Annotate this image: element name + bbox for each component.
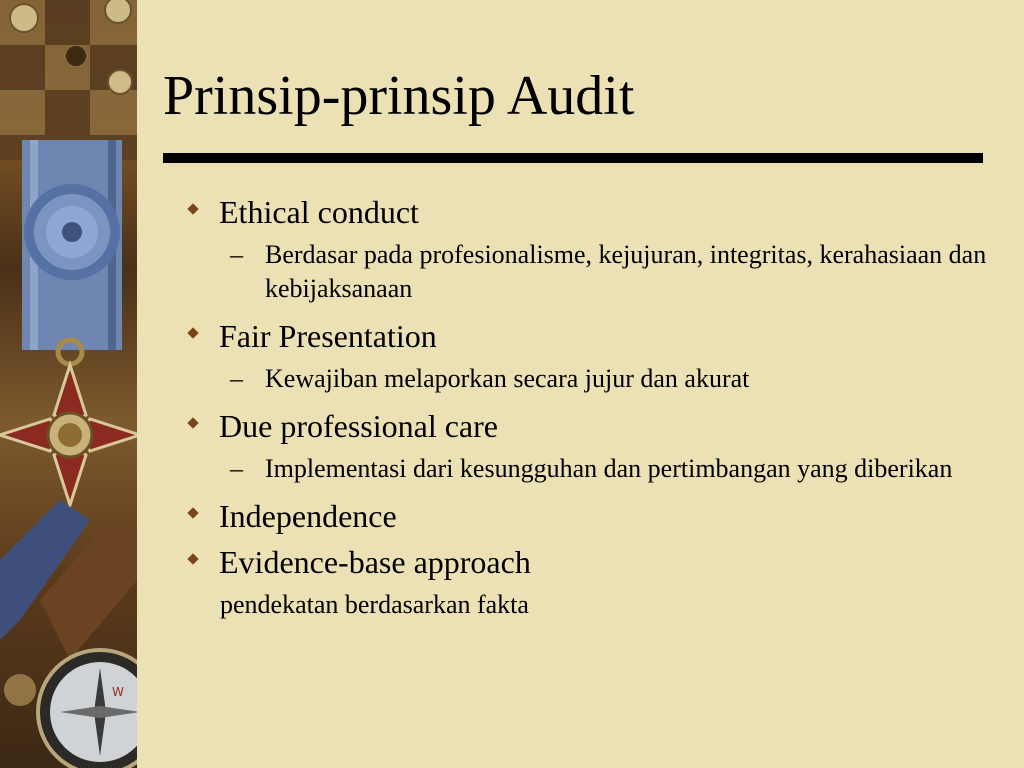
svg-text:W: W	[112, 685, 124, 699]
dash-bullet-icon: –	[230, 240, 243, 269]
bullet-item	[185, 542, 1005, 582]
diamond-bullet-icon	[187, 327, 198, 338]
dash-bullet-icon: –	[230, 454, 243, 483]
sub-bullet-item	[230, 238, 1005, 306]
bullet-label: Due professional care	[219, 408, 498, 444]
bullet-label: Independence	[219, 498, 397, 534]
sub-bullet-text: Berdasar pada profesionalisme, kejujuran, integritas, kerahasiaan dan kebijaksanaan	[265, 240, 987, 303]
decorative-medal-collage-image	[0, 0, 137, 768]
sub-bullet-item	[230, 452, 1005, 486]
bullet-item	[185, 406, 1005, 446]
bullet-label: Fair Presentation	[219, 318, 437, 354]
bullet-list	[185, 192, 1005, 622]
bullet-label: Evidence-base approach	[219, 544, 531, 580]
sub-bullet-item	[230, 362, 1005, 396]
slide-title: Prinsip-prinsip Audit	[163, 65, 635, 127]
bullet-note-text: pendekatan berdasarkan fakta	[220, 590, 529, 619]
diamond-bullet-icon	[187, 507, 198, 518]
bullet-item	[185, 192, 1005, 232]
diamond-bullet-icon	[187, 417, 198, 428]
bullet-item	[185, 316, 1005, 356]
bullet-item	[185, 496, 1005, 536]
dash-bullet-icon: –	[230, 364, 243, 393]
diamond-bullet-icon	[187, 203, 198, 214]
title-underline	[163, 153, 983, 163]
sub-bullet-text: Implementasi dari kesungguhan dan pertimbangan yang diberikan	[265, 454, 953, 483]
sub-bullet-text: Kewajiban melaporkan secara jujur dan akurat	[265, 364, 750, 393]
diamond-bullet-icon	[187, 553, 198, 564]
bullet-label: Ethical conduct	[219, 194, 419, 230]
